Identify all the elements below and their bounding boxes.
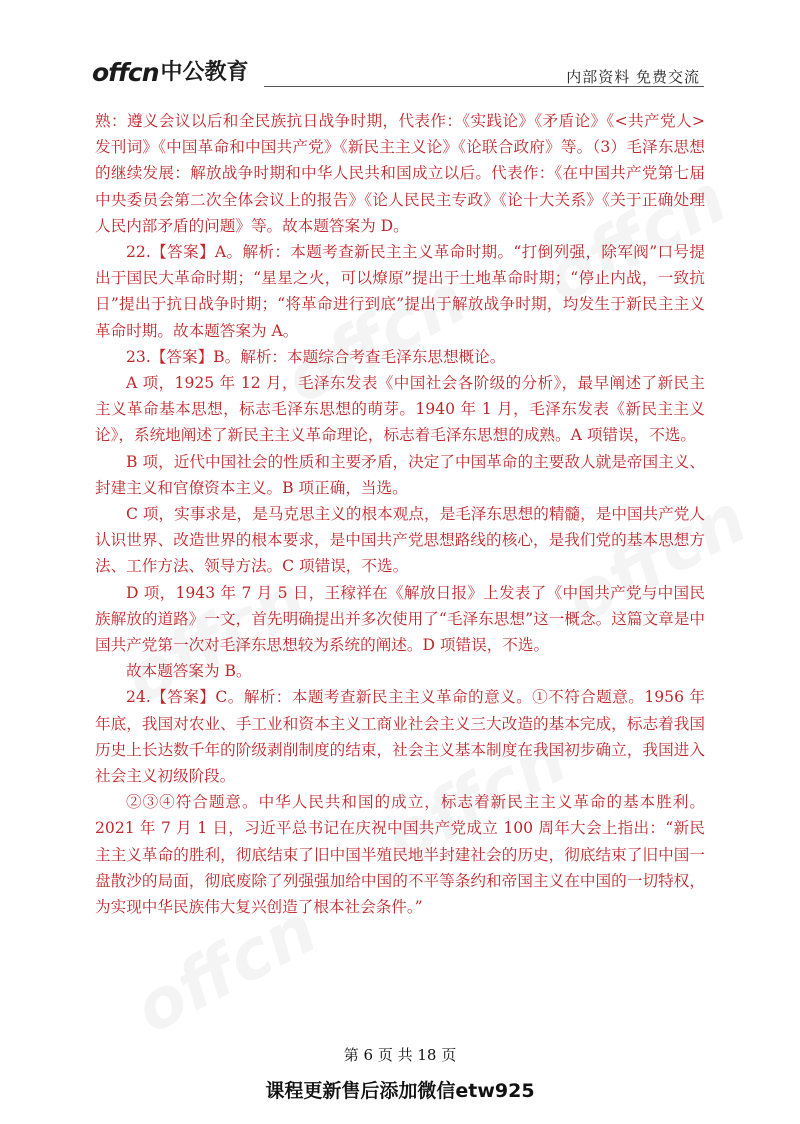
- paragraph-q24-continued: ②③④符合题意。中华人民共和国的成立，标志着新民主主义革命的基本胜利。2021 年 7 月 1 日，习近平总书记在庆祝中国共产党成立 100 周年大会上指出：“新民主主义革命的胜利，彻底结束了旧中国半殖民地半封建社会的历史，彻底结束了旧中国一盘散沙的局面，彻底废除了列强强加给中国的不平等条约和帝国主义在中国的一切特权，为实现中华民族伟大复兴创造了根本社会条件。”: [95, 793, 705, 917]
- paragraph-q23-option-d: D 项，1943 年 7 月 5 日，王稼祥在《解放日报》上发表了《中国共产党与中国民族解放的道路》一文，首先明确提出并多次使用了“毛泽东思想”这一概念。这篇文章是中国共产党第一次对毛泽东思想较为系统的阐述。D 项错误，不选。: [95, 583, 705, 655]
- logo-wordmark: offcn: [92, 58, 159, 87]
- paragraph-q23: 23.【答案】B。解析：本题综合考查毛泽东思想概论。: [126, 347, 506, 366]
- paragraph-continuation: 熟：遵义会议以后和全民族抗日战争时期，代表作：《实践论》《矛盾论》《<共产党人>发刊词》《中国革命和中国共产党》《新民主主义论》《论联合政府》等。（3）毛泽东思想的继续发展：解放战争时期和中华人民共和国成立以后。代表作：《在中国共产党第七届中央委员会第二次全体会议上的报告》《论人民民主专政》《论十大关系》《关于正确处理人民内部矛盾的问题》等。故本题答案为 D。: [95, 112, 705, 235]
- paragraph-q23-option-c: C 项，实事求是，是马克思主义的根本观点，是毛泽东思想的精髓，是中国共产党人认识世界、改造世界的根本要求，是中国共产党思想路线的核心，是我们党的基本思想方法、工作方法、领导方法。C 项错误，不选。: [95, 505, 705, 576]
- header-note: 内部资料 免费交流: [566, 68, 700, 86]
- paragraph-q23-conclusion: 故本题答案为 B。: [126, 662, 252, 681]
- logo-chinese-name: 中公教育: [160, 60, 249, 85]
- header-divider: [264, 86, 704, 87]
- offcn-logo: [92, 60, 249, 86]
- paragraph-q22: 22.【答案】A。解析：本题考查新民主主义革命时期。“打倒列强，除军阀”口号提出于国民大革命时期；“星星之火，可以燎原”提出于土地革命时期；“停止内战，一致抗日”提出于抗日战争时期；“将革命进行到底”提出于解放战争时期，均发生于新民主主义革命时期。故本题答案为 A。: [95, 243, 705, 340]
- page-header: [92, 58, 704, 88]
- paragraph-q24: 24.【答案】C。解析：本题考查新民主主义革命的意义。①不符合题意。1956 年年底，我国对农业、手工业和资本主义工商业社会主义三大改造的基本完成，标志着我国历史上长达数千年的阶级剥削制度的结束，社会主义基本制度在我国初步确立，我国进入社会主义初级阶段。: [95, 688, 705, 786]
- answer-analysis-body: [95, 108, 705, 920]
- paragraph-q23-option-b: B 项，近代中国社会的性质和主要矛盾，决定了中国革命的主要敌人就是帝国主义、封建主义和官僚资本主义。B 项正确，当选。: [95, 452, 705, 497]
- bottom-contact-note: 课程更新售后添加微信etw925: [265, 1080, 535, 1102]
- page-number: 第 6 页 共 18 页: [343, 1046, 457, 1064]
- paragraph-q23-option-a: A 项，1925 年 12 月，毛泽东发表《中国社会各阶级的分析》，最早阐述了新民主主义革命基本思想，标志毛泽东思想的萌芽。1940 年 1 月，毛泽东发表《新民主主义论》，系统地阐述了新民主主义革命理论，标志着毛泽东思想的成熟。A 项错误，不选。: [95, 374, 705, 445]
